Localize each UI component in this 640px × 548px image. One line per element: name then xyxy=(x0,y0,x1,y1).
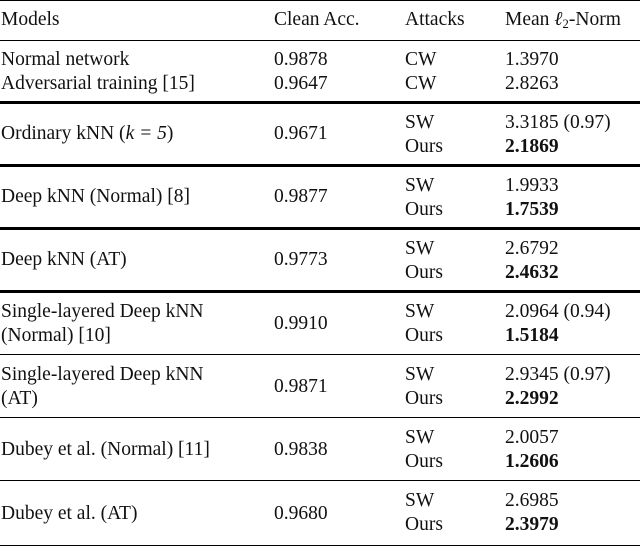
group-norm-ours: 2.2992 xyxy=(505,388,559,409)
group-acc: 0.9773 xyxy=(274,249,328,270)
table-row-acc: 0.9647 xyxy=(274,73,328,94)
group-attack-sw: SW xyxy=(405,427,435,448)
header-mean-norm: Mean ℓ$_2$-Norm xyxy=(505,9,621,31)
top-rule xyxy=(0,0,640,1)
group-model: (AT) xyxy=(1,388,38,409)
table-row-model: Adversarial training [15] xyxy=(1,73,195,94)
group-acc: 0.9910 xyxy=(274,313,328,334)
group-attack-ours: Ours xyxy=(405,199,443,220)
group-norm-ours: 2.1869 xyxy=(505,136,559,157)
group-acc: 0.9838 xyxy=(274,439,328,460)
group-attack-ours: Ours xyxy=(405,451,443,472)
group-model: Single-layered Deep kNN xyxy=(1,301,204,322)
group-norm-ours: 1.5184 xyxy=(505,325,559,346)
group-model: Dubey et al. (Normal) [11] xyxy=(1,439,210,460)
group-attack-ours: Ours xyxy=(405,136,443,157)
group-acc: 0.9871 xyxy=(274,376,328,397)
group-model: Single-layered Deep kNN xyxy=(1,364,204,385)
header-attacks: Attacks xyxy=(405,9,465,30)
table-row-acc: 0.9878 xyxy=(274,49,328,70)
group-attack-sw: SW xyxy=(405,238,435,259)
group-attack-ours: Ours xyxy=(405,388,443,409)
group-norm-sw: 2.6985 xyxy=(505,490,559,511)
group-attack-ours: Ours xyxy=(405,262,443,283)
group-norm-sw: 1.9933 xyxy=(505,175,559,196)
group-norm-ours: 1.2606 xyxy=(505,451,559,472)
bottom-rule xyxy=(0,545,640,546)
group-attack-sw: SW xyxy=(405,301,435,322)
group-acc: 0.9671 xyxy=(274,123,328,144)
group-attack-sw: SW xyxy=(405,490,435,511)
group-norm-sw: 3.3185 (0.97) xyxy=(505,112,611,133)
group-rule xyxy=(0,101,640,104)
table-row-attack: CW xyxy=(405,73,437,94)
header-models: Models xyxy=(1,9,60,30)
group-rule xyxy=(0,164,640,167)
group-rule xyxy=(0,354,640,355)
group-attack-sw: SW xyxy=(405,175,435,196)
group-norm-sw: 2.9345 (0.97) xyxy=(505,364,611,385)
group-model: Dubey et al. (AT) xyxy=(1,503,138,524)
group-norm-sw: 2.6792 xyxy=(505,238,559,259)
group-rule xyxy=(0,290,640,293)
group-model: (Normal) [10] xyxy=(1,325,111,346)
group-attack-sw: SW xyxy=(405,112,435,133)
group-norm-ours: 2.3979 xyxy=(505,514,559,535)
group-model: Ordinary kNN (k = 5) xyxy=(1,123,174,144)
table-row-attack: CW xyxy=(405,49,437,70)
group-attack-sw: SW xyxy=(405,364,435,385)
group-norm-ours: 1.7539 xyxy=(505,199,559,220)
group-model: Deep kNN (AT) xyxy=(1,249,127,270)
header-clean-acc: Clean Acc. xyxy=(274,9,360,30)
group-attack-ours: Ours xyxy=(405,514,443,535)
table-row-model: Normal network xyxy=(1,49,130,70)
group-acc: 0.9877 xyxy=(274,186,328,207)
header-rule xyxy=(0,40,640,41)
group-norm-ours: 2.4632 xyxy=(505,262,559,283)
group-norm-sw: 2.0057 xyxy=(505,427,559,448)
group-rule xyxy=(0,417,640,418)
group-rule xyxy=(0,227,640,230)
group-acc: 0.9680 xyxy=(274,503,328,524)
group-attack-ours: Ours xyxy=(405,325,443,346)
group-norm-sw: 2.0964 (0.94) xyxy=(505,301,611,322)
table-row-norm: 1.3970 xyxy=(505,49,559,70)
group-rule xyxy=(0,480,640,481)
group-model: Deep kNN (Normal) [8] xyxy=(1,186,190,207)
table-row-norm: 2.8263 xyxy=(505,73,559,94)
